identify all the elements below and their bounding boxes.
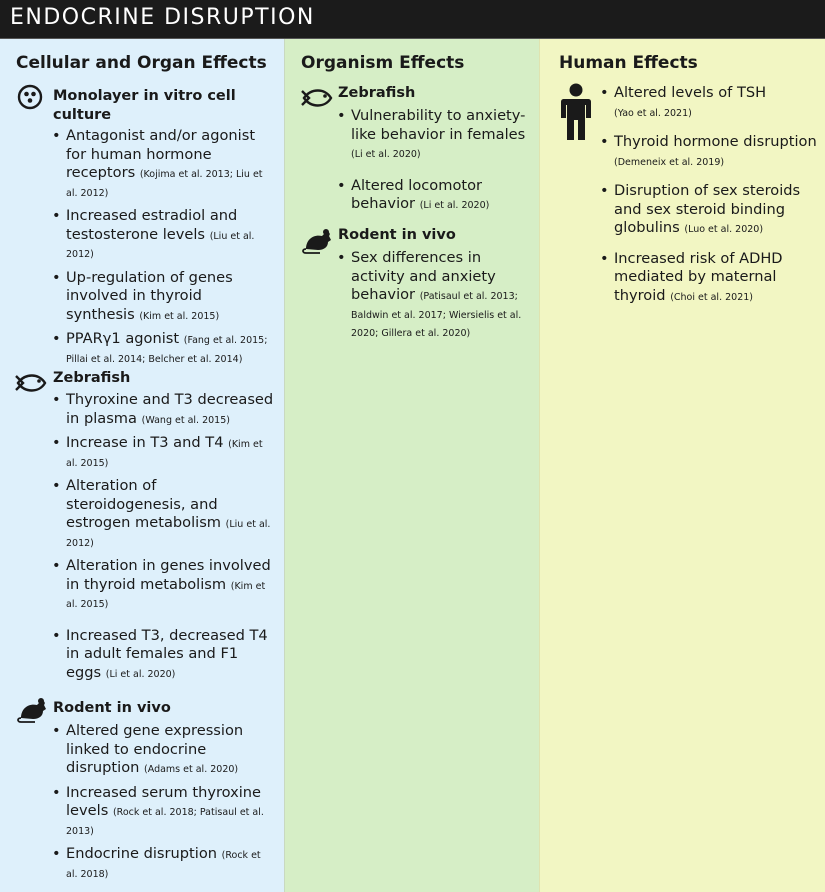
list-item [52,207,274,263]
list-item [52,477,274,551]
list-item [52,391,274,428]
citation: (Li et al. 2020) [419,200,490,211]
citation: (Rock et al. 2018; Patisaul et al. 2013) [66,807,264,837]
list-item [337,107,531,163]
section-label: Zebrafish [53,370,131,386]
section-label: Monolayer in vitro cell culture [53,88,236,123]
citation: (Demeneix et al. 2019) [614,156,725,168]
list-col1-sec1 [52,127,274,373]
citation: (Kim et al. 2015) [139,310,220,322]
list-item [600,182,818,238]
column-heading: Cellular and Organ Effects [16,53,267,73]
rodent-icon [300,227,334,255]
list-item [600,250,818,306]
item-text: Altered levels of TSH [614,84,767,101]
fish-icon [15,372,49,394]
citation: (Patisaul et al. 2013; Baldwin et al. 2017; Wiersielis et al. 2020; Gillera et al. 2020) [351,291,522,339]
list-item [52,784,274,840]
item-text: Endocrine disruption [66,845,222,862]
item-text: Alteration of steroidogenesis, and estrogen metabolism [66,477,226,531]
list-col2-sec2 [337,249,531,348]
item-text: Up-regulation of genes involved in thyroid synthesis [66,268,233,323]
list-item [337,249,531,342]
citation: (Yao et al. 2021) [614,107,692,119]
title-bar [0,0,825,39]
section-label: Rodent in vivo [53,700,171,716]
citation: (Fang et al. 2015; Pillai et al. 2014; Belcher et al. 2014) [66,335,268,365]
cell-culture-icon [17,84,43,110]
column-cellular-organ [0,39,284,892]
item-text: Increased serum thyroxine levels [66,783,262,819]
list-col2-sec1 [337,107,531,220]
list-item [52,627,274,683]
list-col1-sec2 [52,391,274,688]
list-item [52,127,274,201]
item-text: Disruption of sex steroids and sex steroid binding globulins [614,182,801,236]
page-title: ENDOCRINE DISRUPTION [10,5,315,30]
item-text: Antagonist and/or agonist for human hormone receptors [66,127,256,181]
citation: (Wang et al. 2015) [141,414,230,426]
citation: (Choi et al. 2021) [670,291,753,303]
item-text: Increased estradiol and testosterone levels [66,207,238,243]
item-text: Altered gene expression linked to endocrine disruption [66,722,244,776]
item-text: Vulnerability to anxiety-like behavior in females [351,107,526,143]
section-label: Rodent in vivo [338,227,456,243]
column-organism [284,39,539,892]
citation: (Li et al. 2020) [105,668,176,680]
item-text: Sex differences in activity and anxiety behavior [351,249,496,303]
list-item [52,434,274,471]
column-human [539,39,825,892]
item-text: Altered locomotor behavior [351,176,483,212]
citation: (Rock et al. 2018) [66,850,261,880]
column-heading: Organism Effects [301,53,465,73]
citation: (Luo et al. 2020) [684,224,764,235]
rodent-icon [15,696,49,724]
person-icon [559,83,593,141]
item-text: Increased T3, decreased T4 in adult females and F1 eggs [66,626,268,681]
list-item [52,722,274,778]
item-text: Alteration in genes involved in thyroid metabolism [66,557,271,593]
item-text: PPARγ1 agonist [66,330,184,347]
citation: (Kojima et al. 2013; Liu et al. 2012) [66,169,263,199]
citation: (Liu et al. 2012) [66,519,271,549]
list-item [52,845,274,882]
list-item [52,269,274,325]
item-text: Thyroid hormone disruption [614,133,817,150]
citation: (Adams et al. 2020) [144,764,239,775]
citation: (Kim et al. 2015) [66,439,263,469]
list-col3 [600,84,818,311]
list-item [52,557,274,613]
list-item [600,133,818,170]
column-heading: Human Effects [559,53,698,73]
section-label: Zebrafish [338,85,416,101]
item-text: Increase in T3 and T4 [66,434,229,451]
citation: (Liu et al. 2012) [66,230,255,260]
item-text: Increased risk of ADHD mediated by maternal thyroid [614,249,783,304]
list-item [600,84,818,121]
list-col1-sec3 [52,722,274,888]
citation: (Kim et al. 2015) [66,580,266,610]
list-item [52,330,274,367]
citation: (Li et al. 2020) [351,149,421,160]
item-text: Thyroxine and T3 decreased in plasma [66,391,274,427]
fish-icon [301,87,335,109]
list-item [337,177,531,214]
